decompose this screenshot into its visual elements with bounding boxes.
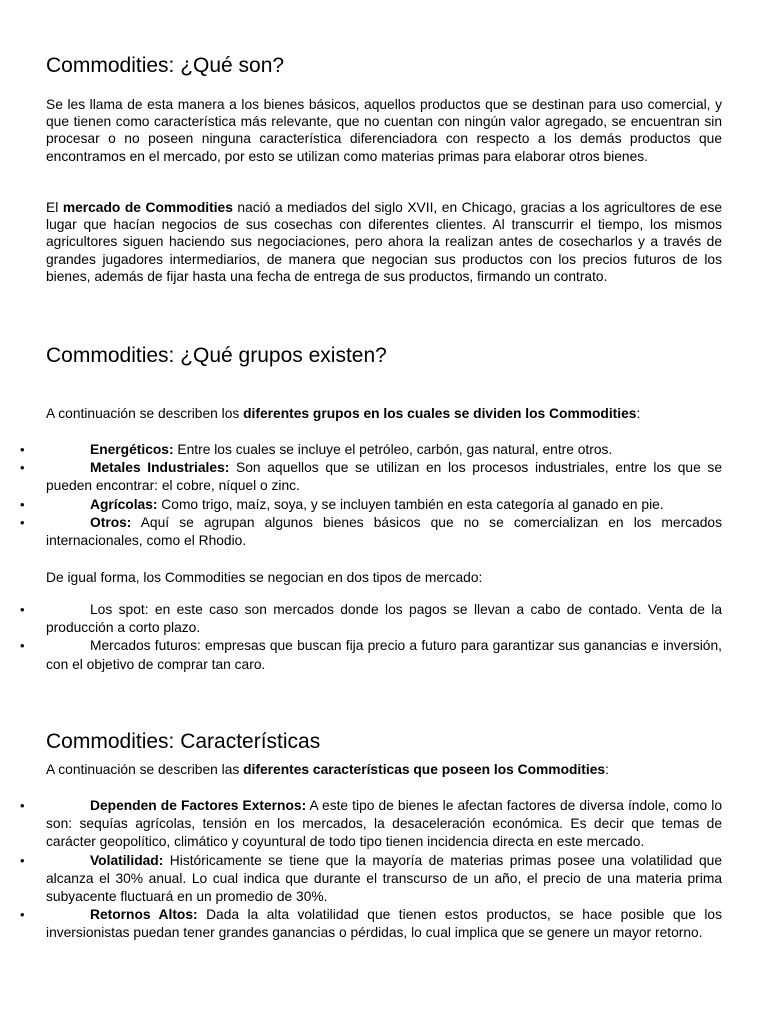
list-item [20, 441, 722, 459]
bullet-icon: • [20, 602, 25, 617]
list-item [20, 601, 722, 637]
section-title-caracteristicas: Commodities: Características [46, 730, 321, 753]
list-item [20, 852, 722, 907]
feature-text: Dada la alta volatilidad que tienen estos productos, se hace posible que los inversionistas puedan tener grandes ganancias o pérdidas, lo cual implica que se genere un mayor retorno. [46, 907, 722, 941]
feature-text: A este tipo de bienes le afectan factores de diversa índole, como lo son: sequías agrícolas, tensión en los mercados, la desaceleración económica. Es decir que temas de carácter geopolítico, climático y coyuntural de todo tipo tienen incidencia directa en este mercado. [46, 798, 722, 850]
group-text: Son aquellos que se utilizan en los procesos industriales, entre los que se pueden encontrar: el cobre, níquel o zinc. [46, 460, 723, 494]
market-text: Los spot: en este caso son mercados donde los pagos se llevan a cabo de contado. Venta de la producción a corto plazo. [46, 602, 722, 636]
group-text: Como trigo, maíz, soya, y se incluyen también en esta categoría al ganado en pie. [157, 496, 664, 512]
groups-intro-end: : [636, 406, 641, 421]
feature-term: Volatilidad: [90, 852, 164, 868]
bullet-icon: • [20, 496, 25, 512]
bullet-icon: • [20, 460, 25, 476]
bullet-icon: • [20, 638, 25, 654]
markets-list [20, 601, 722, 674]
markets-intro: De igual forma, los Commodities se negocian en dos tipos de mercado: [46, 570, 483, 585]
group-term: Otros: [90, 514, 132, 530]
group-term: Metales Industriales: [90, 460, 230, 476]
history-text-end: nació a mediados del siglo XVII, en Chicago, gracias a los agricultores de ese lugar que hacían negocios de sus cosechas con diferentes clientes. Al transcurrir el tiempo, los mismos agricultores siguen haciendo sus negociaciones, pero ahora la realizan antes de cosecharlos y a través de grandes jugadores intermediarios, de manera que negocian sus productos con los precios futuros de los bienes, además de fijar hasta una fecha de entrega de sus productos, firmando un contrato. [46, 200, 723, 284]
groups-intro [46, 405, 722, 422]
bullet-icon: • [20, 852, 25, 868]
list-item [20, 797, 722, 852]
history-text-start: El [46, 200, 63, 215]
list-item [20, 637, 722, 673]
group-term: Energéticos: [90, 442, 174, 457]
list-item [20, 459, 723, 495]
groups-intro-bold: diferentes grupos en los cuales se dividen los Commodities [243, 406, 637, 421]
bullet-icon: • [20, 907, 25, 923]
features-intro-end: : [605, 762, 609, 777]
group-term: Agrícolas: [90, 496, 158, 512]
bullet-icon: • [20, 798, 25, 813]
paragraph-definition [46, 96, 722, 165]
groups-intro-start: A continuación se describen los [46, 406, 244, 421]
groups-list [20, 441, 723, 550]
features-intro-bold: diferentes características que poseen los Commodities [243, 762, 606, 777]
paragraph-definition-text: Se les llama de esta manera a los bienes básicos, aquellos productos que se destinan para uso comercial, y que tienen como característica más relevante, que no cuentan con ningún valor agregado, se encuentran sin procesar o no poseen ninguna característica diferenciadora con respecto a los demás productos que encontramos en el mercado, por esto se utilizan como materias primas para elaborar otros bienes. [46, 97, 722, 164]
bullet-icon: • [20, 442, 25, 457]
features-list [20, 797, 722, 943]
group-text: Aquí se agrupan algunos bienes básicos que no se comercializan en los mercados internacionales, como el Rhodio. [46, 514, 722, 549]
section-title-que-son: Commodities: ¿Qué son? [46, 54, 285, 77]
feature-text: Históricamente se tiene que la mayoría de materias primas posee una volatilidad que alcanza el 30% anual. Lo cual indica que durante el transcurso de un año, el precio de una materia prima subyacente fluctuará en un promedio de 30%. [46, 852, 722, 905]
list-item [20, 496, 722, 514]
list-item [20, 906, 722, 942]
history-bold-term: mercado de Commodities [62, 200, 233, 215]
paragraph-history [46, 199, 722, 285]
section-title-grupos: Commodities: ¿Qué grupos existen? [46, 344, 387, 367]
bullet-icon: • [20, 514, 25, 530]
feature-term: Dependen de Factores Externos: [90, 798, 307, 813]
market-text: Mercados futuros: empresas que buscan fija precio a futuro para garantizar sus ganancias e inversión, con el objetivo de comprar tan caro. [46, 638, 722, 672]
features-intro [46, 761, 722, 778]
list-item [20, 514, 722, 550]
feature-term: Retornos Altos: [90, 907, 198, 923]
features-intro-start: A continuación se describen las [46, 762, 244, 777]
group-text: Entre los cuales se incluye el petróleo, carbón, gas natural, entre otros. [173, 442, 613, 457]
